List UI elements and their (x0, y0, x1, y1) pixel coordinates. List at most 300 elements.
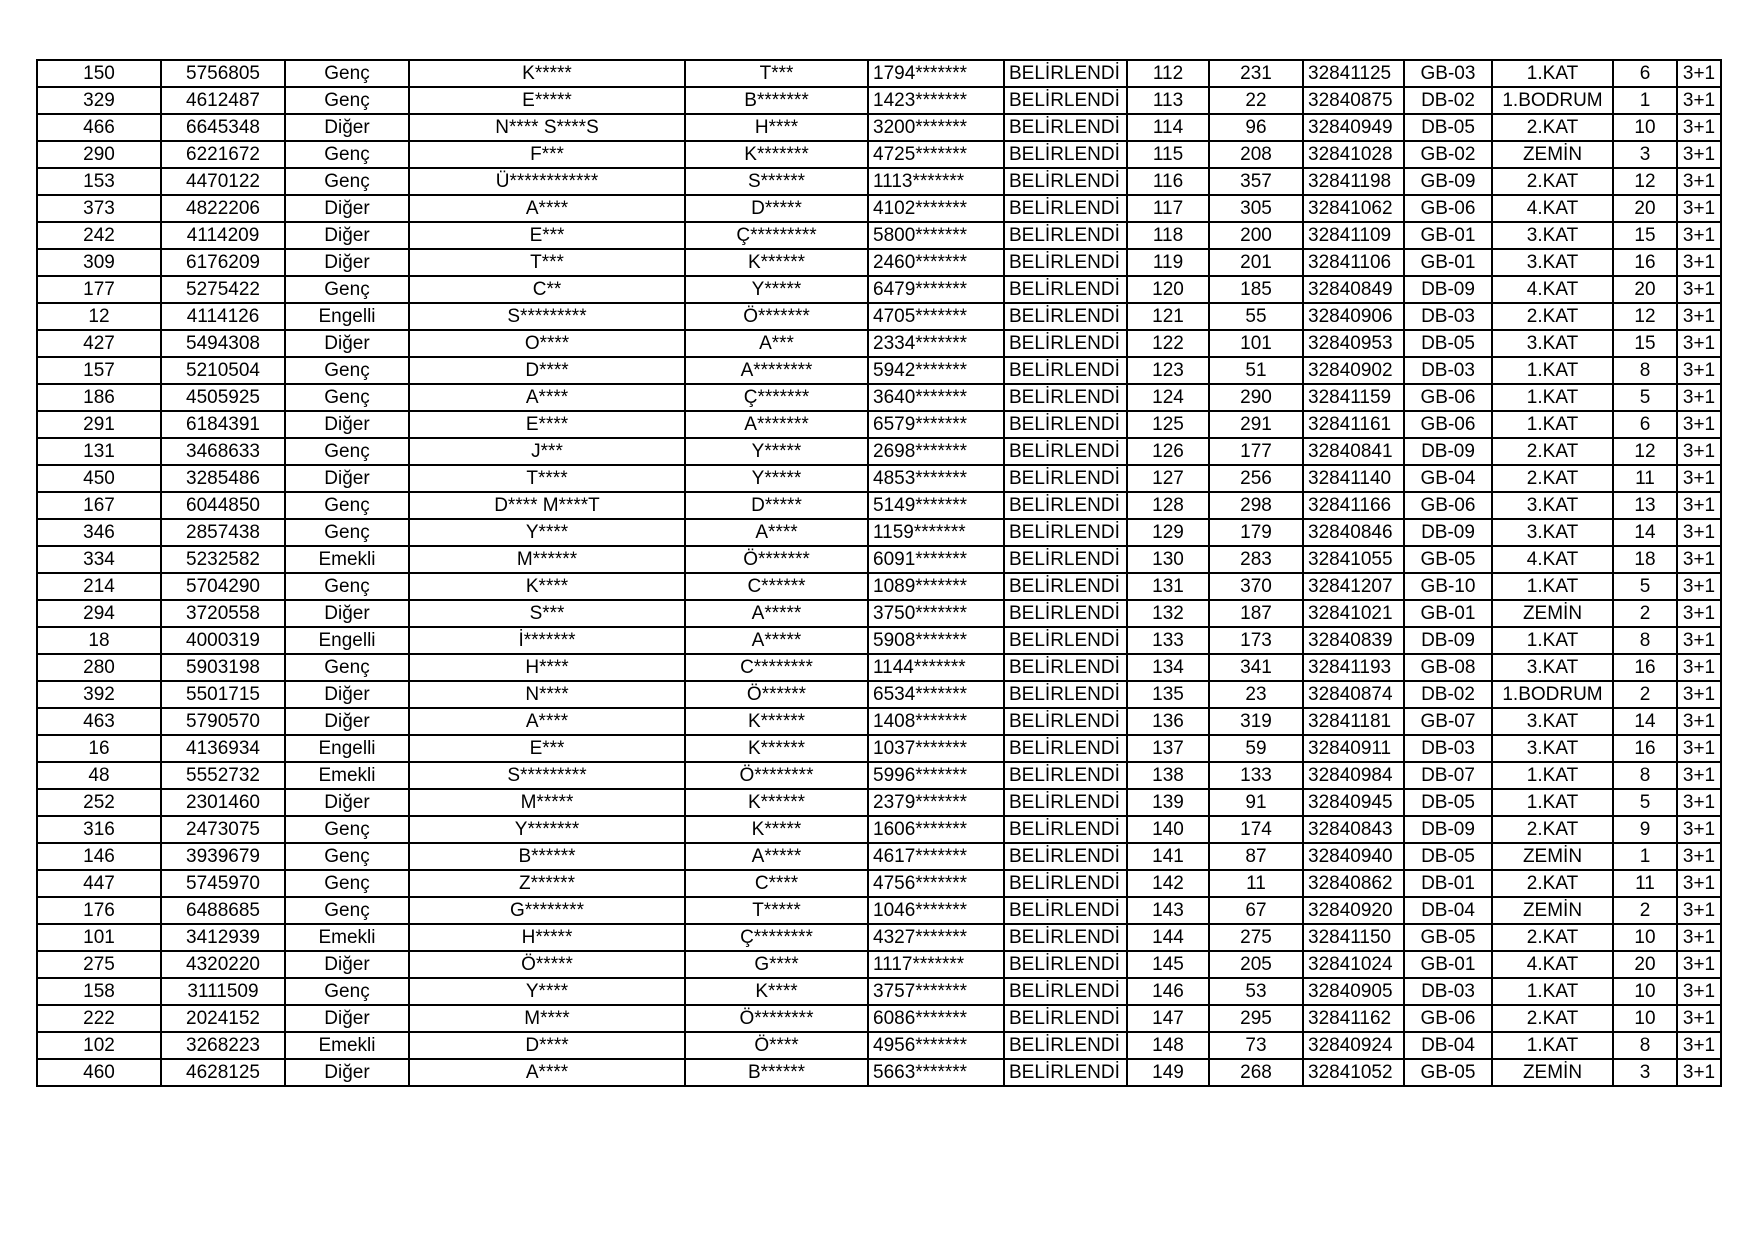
cell-blok: GB-05 (1404, 924, 1492, 951)
cell-soyad: K***** (685, 816, 868, 843)
cell-sira-no: 146 (37, 843, 161, 870)
cell-ad: Y**** (409, 978, 685, 1005)
cell-kat: 2.KAT (1492, 303, 1613, 330)
cell-kura-sirasi: 122 (1127, 330, 1209, 357)
cell-soyad: T*** (685, 60, 868, 87)
cell-soyad: G**** (685, 951, 868, 978)
cell-sira-no: 102 (37, 1032, 161, 1059)
table-row (37, 168, 1721, 195)
cell-kategori: Diğer (285, 465, 409, 492)
cell-daire-no: 2 (1613, 897, 1677, 924)
cell-tc-kimlik: 1046******* (868, 897, 1004, 924)
cell-blok: DB-03 (1404, 735, 1492, 762)
cell-kura-sirasi: 130 (1127, 546, 1209, 573)
cell-konut-no: 177 (1209, 438, 1303, 465)
cell-soyad: K****** (685, 735, 868, 762)
cell-basvuru-no: 5745970 (161, 870, 285, 897)
cell-konut-no: 298 (1209, 492, 1303, 519)
cell-durum: BELİRLENDİ (1004, 897, 1127, 924)
cell-sira-no: 48 (37, 762, 161, 789)
cell-kura-sirasi: 118 (1127, 222, 1209, 249)
cell-ad: E*** (409, 735, 685, 762)
cell-kat: 3.KAT (1492, 492, 1613, 519)
cell-daire-no: 3 (1613, 141, 1677, 168)
cell-ad: D**** (409, 357, 685, 384)
cell-daire-no: 6 (1613, 60, 1677, 87)
cell-konut-no: 91 (1209, 789, 1303, 816)
cell-ad: Y******* (409, 816, 685, 843)
cell-kura-sirasi: 124 (1127, 384, 1209, 411)
cell-tc-kimlik: 1144******* (868, 654, 1004, 681)
cell-tip: 3+1 (1677, 195, 1721, 222)
cell-basvuru-no: 2024152 (161, 1005, 285, 1032)
table-row (37, 411, 1721, 438)
cell-bagimsiz-bolum-no: 32840846 (1303, 519, 1404, 546)
cell-sira-no: 176 (37, 897, 161, 924)
table-row (37, 1032, 1721, 1059)
cell-soyad: B******* (685, 87, 868, 114)
cell-soyad: Y***** (685, 276, 868, 303)
cell-kat: ZEMİN (1492, 843, 1613, 870)
cell-blok: GB-01 (1404, 222, 1492, 249)
cell-durum: BELİRLENDİ (1004, 384, 1127, 411)
cell-tc-kimlik: 6479******* (868, 276, 1004, 303)
cell-tc-kimlik: 4756******* (868, 870, 1004, 897)
cell-sira-no: 150 (37, 60, 161, 87)
cell-sira-no: 242 (37, 222, 161, 249)
cell-blok: GB-01 (1404, 951, 1492, 978)
cell-konut-no: 174 (1209, 816, 1303, 843)
cell-kat: 2.KAT (1492, 465, 1613, 492)
table-row (37, 735, 1721, 762)
cell-sira-no: 290 (37, 141, 161, 168)
cell-basvuru-no: 3111509 (161, 978, 285, 1005)
cell-tc-kimlik: 2460******* (868, 249, 1004, 276)
cell-kat: 3.KAT (1492, 330, 1613, 357)
cell-blok: DB-03 (1404, 978, 1492, 1005)
cell-daire-no: 5 (1613, 384, 1677, 411)
cell-ad: Y**** (409, 519, 685, 546)
table-row (37, 816, 1721, 843)
cell-basvuru-no: 6044850 (161, 492, 285, 519)
cell-kura-sirasi: 136 (1127, 708, 1209, 735)
cell-bagimsiz-bolum-no: 32841193 (1303, 654, 1404, 681)
cell-kat: 1.KAT (1492, 762, 1613, 789)
cell-kategori: Genç (285, 492, 409, 519)
table-row (37, 465, 1721, 492)
cell-blok: GB-06 (1404, 492, 1492, 519)
cell-kura-sirasi: 113 (1127, 87, 1209, 114)
cell-daire-no: 15 (1613, 330, 1677, 357)
cell-daire-no: 10 (1613, 1005, 1677, 1032)
cell-ad: M****** (409, 546, 685, 573)
cell-soyad: A***** (685, 600, 868, 627)
cell-bagimsiz-bolum-no: 32841052 (1303, 1059, 1404, 1086)
cell-kura-sirasi: 115 (1127, 141, 1209, 168)
cell-tip: 3+1 (1677, 303, 1721, 330)
cell-soyad: Ç******* (685, 384, 868, 411)
cell-durum: BELİRLENDİ (1004, 1005, 1127, 1032)
cell-tip: 3+1 (1677, 465, 1721, 492)
cell-konut-no: 73 (1209, 1032, 1303, 1059)
table-row (37, 546, 1721, 573)
cell-kategori: Genç (285, 276, 409, 303)
cell-konut-no: 319 (1209, 708, 1303, 735)
cell-kategori: Diğer (285, 411, 409, 438)
cell-soyad: D***** (685, 195, 868, 222)
cell-sira-no: 392 (37, 681, 161, 708)
cell-kat: ZEMİN (1492, 141, 1613, 168)
cell-kura-sirasi: 149 (1127, 1059, 1209, 1086)
cell-sira-no: 316 (37, 816, 161, 843)
cell-kategori: Genç (285, 519, 409, 546)
cell-durum: BELİRLENDİ (1004, 168, 1127, 195)
cell-soyad: A**** (685, 519, 868, 546)
cell-blok: GB-05 (1404, 546, 1492, 573)
cell-bagimsiz-bolum-no: 32841109 (1303, 222, 1404, 249)
cell-sira-no: 214 (37, 573, 161, 600)
table-row (37, 627, 1721, 654)
cell-soyad: S****** (685, 168, 868, 195)
cell-kategori: Genç (285, 843, 409, 870)
cell-kura-sirasi: 146 (1127, 978, 1209, 1005)
cell-ad: E***** (409, 87, 685, 114)
cell-blok: GB-06 (1404, 195, 1492, 222)
cell-konut-no: 187 (1209, 600, 1303, 627)
cell-bagimsiz-bolum-no: 32840874 (1303, 681, 1404, 708)
cell-tip: 3+1 (1677, 600, 1721, 627)
cell-kat: 1.KAT (1492, 60, 1613, 87)
cell-sira-no: 222 (37, 1005, 161, 1032)
cell-blok: GB-04 (1404, 465, 1492, 492)
cell-tc-kimlik: 5663******* (868, 1059, 1004, 1086)
table-row (37, 870, 1721, 897)
cell-bagimsiz-bolum-no: 32841062 (1303, 195, 1404, 222)
cell-tc-kimlik: 6086******* (868, 1005, 1004, 1032)
cell-kat: 3.KAT (1492, 519, 1613, 546)
cell-kura-sirasi: 121 (1127, 303, 1209, 330)
cell-sira-no: 157 (37, 357, 161, 384)
cell-ad: Z****** (409, 870, 685, 897)
cell-kategori: Emekli (285, 546, 409, 573)
cell-bagimsiz-bolum-no: 32841150 (1303, 924, 1404, 951)
table-row (37, 762, 1721, 789)
cell-bagimsiz-bolum-no: 32841166 (1303, 492, 1404, 519)
cell-sira-no: 291 (37, 411, 161, 438)
cell-sira-no: 373 (37, 195, 161, 222)
cell-tc-kimlik: 3750******* (868, 600, 1004, 627)
cell-soyad: A******* (685, 411, 868, 438)
cell-durum: BELİRLENDİ (1004, 249, 1127, 276)
cell-sira-no: 309 (37, 249, 161, 276)
cell-bagimsiz-bolum-no: 32841125 (1303, 60, 1404, 87)
cell-konut-no: 205 (1209, 951, 1303, 978)
cell-sira-no: 186 (37, 384, 161, 411)
cell-sira-no: 177 (37, 276, 161, 303)
cell-kategori: Diğer (285, 249, 409, 276)
cell-konut-no: 208 (1209, 141, 1303, 168)
cell-tip: 3+1 (1677, 492, 1721, 519)
cell-kura-sirasi: 143 (1127, 897, 1209, 924)
cell-konut-no: 101 (1209, 330, 1303, 357)
cell-bagimsiz-bolum-no: 32841024 (1303, 951, 1404, 978)
cell-daire-no: 5 (1613, 789, 1677, 816)
cell-konut-no: 256 (1209, 465, 1303, 492)
cell-sira-no: 450 (37, 465, 161, 492)
cell-ad: J*** (409, 438, 685, 465)
cell-bagimsiz-bolum-no: 32840953 (1303, 330, 1404, 357)
cell-blok: GB-03 (1404, 60, 1492, 87)
cell-ad: T*** (409, 249, 685, 276)
results-table (36, 59, 1722, 1087)
cell-bagimsiz-bolum-no: 32841161 (1303, 411, 1404, 438)
cell-tip: 3+1 (1677, 114, 1721, 141)
cell-basvuru-no: 5704290 (161, 573, 285, 600)
cell-soyad: A***** (685, 843, 868, 870)
cell-kategori: Genç (285, 87, 409, 114)
cell-kategori: Diğer (285, 1059, 409, 1086)
cell-soyad: Ç******** (685, 924, 868, 951)
cell-blok: GB-05 (1404, 1059, 1492, 1086)
table-row (37, 1059, 1721, 1086)
cell-konut-no: 231 (1209, 60, 1303, 87)
cell-bagimsiz-bolum-no: 32841198 (1303, 168, 1404, 195)
cell-konut-no: 305 (1209, 195, 1303, 222)
cell-basvuru-no: 5501715 (161, 681, 285, 708)
cell-blok: GB-06 (1404, 411, 1492, 438)
cell-basvuru-no: 2473075 (161, 816, 285, 843)
cell-konut-no: 133 (1209, 762, 1303, 789)
cell-basvuru-no: 4470122 (161, 168, 285, 195)
cell-basvuru-no: 3268223 (161, 1032, 285, 1059)
cell-blok: DB-05 (1404, 114, 1492, 141)
cell-tc-kimlik: 1159******* (868, 519, 1004, 546)
cell-bagimsiz-bolum-no: 32841106 (1303, 249, 1404, 276)
cell-tip: 3+1 (1677, 411, 1721, 438)
cell-kura-sirasi: 114 (1127, 114, 1209, 141)
cell-durum: BELİRLENDİ (1004, 330, 1127, 357)
cell-kategori: Genç (285, 978, 409, 1005)
table-body (37, 60, 1721, 1086)
cell-basvuru-no: 4628125 (161, 1059, 285, 1086)
cell-durum: BELİRLENDİ (1004, 600, 1127, 627)
table-row (37, 249, 1721, 276)
cell-durum: BELİRLENDİ (1004, 114, 1127, 141)
cell-kategori: Genç (285, 870, 409, 897)
cell-bagimsiz-bolum-no: 32840984 (1303, 762, 1404, 789)
cell-konut-no: 200 (1209, 222, 1303, 249)
cell-blok: DB-02 (1404, 87, 1492, 114)
cell-daire-no: 2 (1613, 681, 1677, 708)
cell-blok: DB-04 (1404, 1032, 1492, 1059)
cell-bagimsiz-bolum-no: 32841207 (1303, 573, 1404, 600)
cell-durum: BELİRLENDİ (1004, 951, 1127, 978)
cell-tip: 3+1 (1677, 654, 1721, 681)
cell-basvuru-no: 6184391 (161, 411, 285, 438)
cell-blok: DB-09 (1404, 438, 1492, 465)
cell-kat: 1.KAT (1492, 978, 1613, 1005)
cell-basvuru-no: 3412939 (161, 924, 285, 951)
cell-durum: BELİRLENDİ (1004, 195, 1127, 222)
cell-daire-no: 12 (1613, 438, 1677, 465)
cell-ad: A**** (409, 384, 685, 411)
cell-tc-kimlik: 2334******* (868, 330, 1004, 357)
cell-kategori: Genç (285, 816, 409, 843)
cell-tip: 3+1 (1677, 249, 1721, 276)
cell-kat: 4.KAT (1492, 195, 1613, 222)
cell-ad: A**** (409, 708, 685, 735)
cell-kura-sirasi: 134 (1127, 654, 1209, 681)
cell-konut-no: 185 (1209, 276, 1303, 303)
cell-blok: DB-09 (1404, 276, 1492, 303)
cell-soyad: A******** (685, 357, 868, 384)
cell-konut-no: 357 (1209, 168, 1303, 195)
cell-kategori: Genç (285, 573, 409, 600)
table-row (37, 303, 1721, 330)
cell-durum: BELİRLENDİ (1004, 546, 1127, 573)
cell-tc-kimlik: 4617******* (868, 843, 1004, 870)
cell-kura-sirasi: 127 (1127, 465, 1209, 492)
cell-daire-no: 8 (1613, 762, 1677, 789)
cell-basvuru-no: 4505925 (161, 384, 285, 411)
cell-kat: 1.BODRUM (1492, 681, 1613, 708)
table-row (37, 681, 1721, 708)
cell-durum: BELİRLENDİ (1004, 843, 1127, 870)
cell-kura-sirasi: 128 (1127, 492, 1209, 519)
cell-blok: DB-09 (1404, 627, 1492, 654)
cell-kura-sirasi: 125 (1127, 411, 1209, 438)
cell-blok: GB-06 (1404, 384, 1492, 411)
table-row (37, 708, 1721, 735)
cell-blok: DB-03 (1404, 357, 1492, 384)
cell-ad: E*** (409, 222, 685, 249)
cell-kat: ZEMİN (1492, 897, 1613, 924)
cell-durum: BELİRLENDİ (1004, 519, 1127, 546)
cell-konut-no: 290 (1209, 384, 1303, 411)
cell-blok: DB-09 (1404, 816, 1492, 843)
cell-kategori: Emekli (285, 924, 409, 951)
cell-tip: 3+1 (1677, 681, 1721, 708)
cell-kategori: Genç (285, 168, 409, 195)
cell-soyad: K****** (685, 249, 868, 276)
cell-daire-no: 5 (1613, 573, 1677, 600)
cell-kat: 3.KAT (1492, 735, 1613, 762)
cell-tip: 3+1 (1677, 222, 1721, 249)
cell-daire-no: 20 (1613, 195, 1677, 222)
cell-blok: GB-01 (1404, 249, 1492, 276)
cell-tip: 3+1 (1677, 951, 1721, 978)
cell-konut-no: 96 (1209, 114, 1303, 141)
table-row (37, 924, 1721, 951)
cell-kura-sirasi: 147 (1127, 1005, 1209, 1032)
cell-konut-no: 341 (1209, 654, 1303, 681)
cell-tc-kimlik: 2379******* (868, 789, 1004, 816)
cell-konut-no: 55 (1209, 303, 1303, 330)
cell-soyad: Ö******* (685, 303, 868, 330)
cell-kura-sirasi: 137 (1127, 735, 1209, 762)
cell-kategori: Engelli (285, 735, 409, 762)
cell-soyad: C******** (685, 654, 868, 681)
cell-kura-sirasi: 120 (1127, 276, 1209, 303)
cell-kategori: Diğer (285, 114, 409, 141)
cell-tc-kimlik: 1423******* (868, 87, 1004, 114)
cell-tip: 3+1 (1677, 708, 1721, 735)
cell-tc-kimlik: 5800******* (868, 222, 1004, 249)
cell-basvuru-no: 4114126 (161, 303, 285, 330)
table-row (37, 357, 1721, 384)
cell-ad: O**** (409, 330, 685, 357)
cell-kat: 1.KAT (1492, 627, 1613, 654)
cell-ad: M**** (409, 1005, 685, 1032)
cell-durum: BELİRLENDİ (1004, 1032, 1127, 1059)
cell-bagimsiz-bolum-no: 32841181 (1303, 708, 1404, 735)
cell-soyad: Ö**** (685, 1032, 868, 1059)
cell-tip: 3+1 (1677, 519, 1721, 546)
cell-konut-no: 291 (1209, 411, 1303, 438)
cell-tip: 3+1 (1677, 1032, 1721, 1059)
cell-ad: A**** (409, 195, 685, 222)
cell-daire-no: 2 (1613, 600, 1677, 627)
cell-kategori: Diğer (285, 1005, 409, 1032)
cell-kategori: Diğer (285, 789, 409, 816)
cell-blok: DB-05 (1404, 843, 1492, 870)
cell-kategori: Emekli (285, 1032, 409, 1059)
cell-basvuru-no: 5494308 (161, 330, 285, 357)
cell-daire-no: 14 (1613, 708, 1677, 735)
cell-kat: 1.KAT (1492, 789, 1613, 816)
cell-daire-no: 8 (1613, 357, 1677, 384)
cell-sira-no: 329 (37, 87, 161, 114)
cell-kategori: Genç (285, 384, 409, 411)
cell-konut-no: 11 (1209, 870, 1303, 897)
cell-blok: GB-01 (1404, 600, 1492, 627)
cell-kura-sirasi: 138 (1127, 762, 1209, 789)
cell-ad: D**** M****T (409, 492, 685, 519)
cell-kat: ZEMİN (1492, 600, 1613, 627)
cell-kat: 4.KAT (1492, 951, 1613, 978)
table-row (37, 843, 1721, 870)
cell-tip: 3+1 (1677, 87, 1721, 114)
cell-sira-no: 153 (37, 168, 161, 195)
cell-tip: 3+1 (1677, 141, 1721, 168)
cell-blok: DB-01 (1404, 870, 1492, 897)
cell-sira-no: 252 (37, 789, 161, 816)
cell-blok: DB-02 (1404, 681, 1492, 708)
cell-bagimsiz-bolum-no: 32841021 (1303, 600, 1404, 627)
cell-kura-sirasi: 123 (1127, 357, 1209, 384)
cell-bagimsiz-bolum-no: 32840862 (1303, 870, 1404, 897)
cell-ad: E**** (409, 411, 685, 438)
cell-tc-kimlik: 5908******* (868, 627, 1004, 654)
cell-konut-no: 51 (1209, 357, 1303, 384)
cell-kura-sirasi: 131 (1127, 573, 1209, 600)
cell-durum: BELİRLENDİ (1004, 357, 1127, 384)
cell-kat: 2.KAT (1492, 114, 1613, 141)
cell-durum: BELİRLENDİ (1004, 978, 1127, 1005)
cell-kategori: Genç (285, 438, 409, 465)
cell-bagimsiz-bolum-no: 32840920 (1303, 897, 1404, 924)
cell-kategori: Genç (285, 141, 409, 168)
cell-tc-kimlik: 5942******* (868, 357, 1004, 384)
cell-kat: 2.KAT (1492, 168, 1613, 195)
cell-sira-no: 463 (37, 708, 161, 735)
cell-basvuru-no: 4612487 (161, 87, 285, 114)
cell-tc-kimlik: 3757******* (868, 978, 1004, 1005)
cell-tip: 3+1 (1677, 870, 1721, 897)
cell-basvuru-no: 5275422 (161, 276, 285, 303)
table-row (37, 519, 1721, 546)
cell-tc-kimlik: 5996******* (868, 762, 1004, 789)
